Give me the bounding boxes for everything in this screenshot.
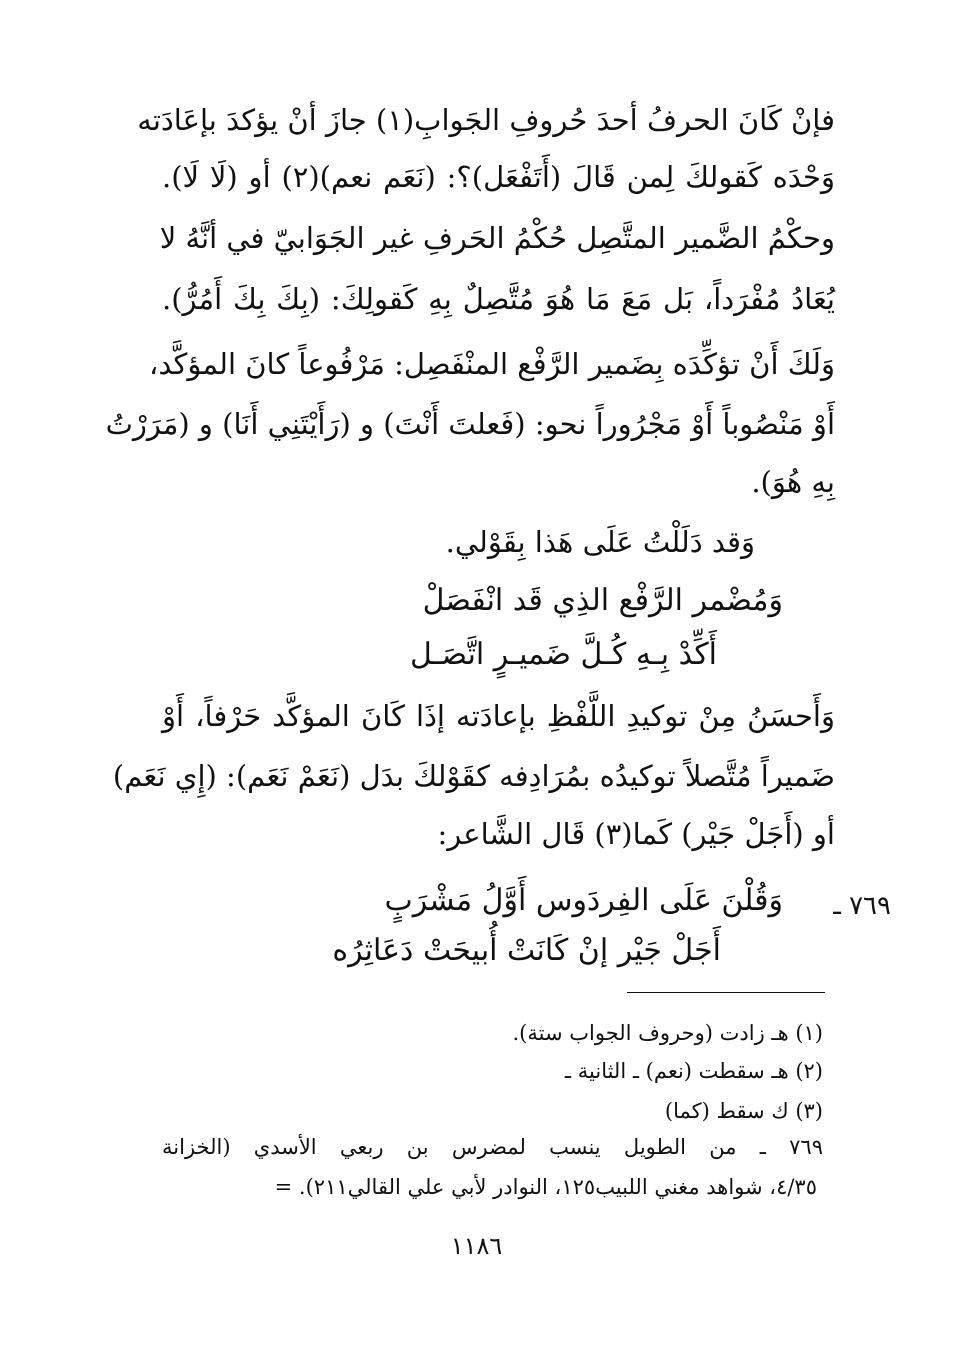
poem-hemistich: أَكِّدْ بِـهِ كُـلَّ ضَميـرٍ اتَّصَـل — [410, 637, 717, 672]
poem-hemistich: وَمُضْمر الرَّفْع الذِي قَد انْفَصَلْ — [422, 583, 783, 618]
body-line: يُعَادُ مُفْرَداً، بَل مَعَ مَا هُوَ مُتَّصِلٌ بِهِ كَقولِكَ: (بِكَ بِكَ أَمُرُّ). — [162, 282, 835, 316]
verse-hemistich: وَقُلْنَ عَلَى الفِردَوس أَوَّلُ مَشْرَبٍ — [384, 883, 783, 918]
body-line: ضَميراً مُتَّصلاً توكيدُه بمُرَادِفه كقَوْلكَ بدَل (نَعَمْ نَعَم): (إِي نَعَم) — [112, 759, 835, 793]
body-line: وحكْمُ الضَّمير المتَّصِل حُكْمُ الحَرفِ غير الجَوَابيّ في أنَّهُ لا — [159, 221, 835, 255]
body-line: فإنْ كَانَ الحرفُ أحدَ حُروفِ الجَوابِ(١) جازَ أنْ يؤكدَ بإعَادَته — [137, 103, 835, 137]
body-line: وَحْدَه كَقولكَ لِمن قَالَ (أَتَفْعَل)؟: (نَعَم نعم)(٢) أو (لَا لَا). — [162, 160, 835, 194]
footnote: (١) هـ زادت (وحروف الجواب ستة). — [512, 1021, 823, 1045]
footnote: (٢) هـ سقطت (نعم) ـ الثانية ـ — [564, 1059, 823, 1083]
footnote-separator — [627, 992, 825, 993]
verse-number: ٧٦٩ ـ — [833, 891, 891, 921]
body-line: أو (أَجَلْ جَيْر) كَما(٣) قَال الشَّاعر: — [437, 817, 835, 851]
footnote: (٣) ك سقط (كما) — [664, 1099, 823, 1123]
body-line: بِهِ هُوَ). — [751, 465, 835, 499]
footnote: ٤/٣٥، شواهد مغني اللبيب١٢٥، النوادر لأبي علي القالي٢١١). = — [274, 1175, 817, 1199]
body-line: وَأَحسَنُ مِنْ توكيدِ اللَّفْظِ بإعادَته إذَا كَانَ المؤكَّد حَرْفاً، أَوْ — [162, 699, 835, 733]
body-line: أَوْ مَنْصُوباً أَوْ مَجْرُوراً نحو: (فَعلتَ أَنْتَ) و (رَأَيْتَنِي أَنَا) و (مَرَرْتُ — [105, 407, 835, 441]
body-line: وَلَكَ أَنْ تؤكِّدَه بِضَمير الرَّفْع المنْفَصِل: مَرْفُوعاً كانَ المؤكَّد، — [148, 347, 835, 381]
footnote: ٧٦٩ ـ من الطويل ينسب لمضرس بن ربعي الأسدي (الخزانة — [162, 1135, 823, 1159]
body-line: وَقد دَلَلْتُ عَلَى هَذا بِقَوْلي. — [445, 525, 755, 559]
page-number: ١١٨٦ — [450, 1232, 503, 1260]
verse-hemistich: أَجَلْ جَيْر إنْ كَانَتْ أُبيحَتْ دَعَاثِرُه — [332, 933, 721, 968]
